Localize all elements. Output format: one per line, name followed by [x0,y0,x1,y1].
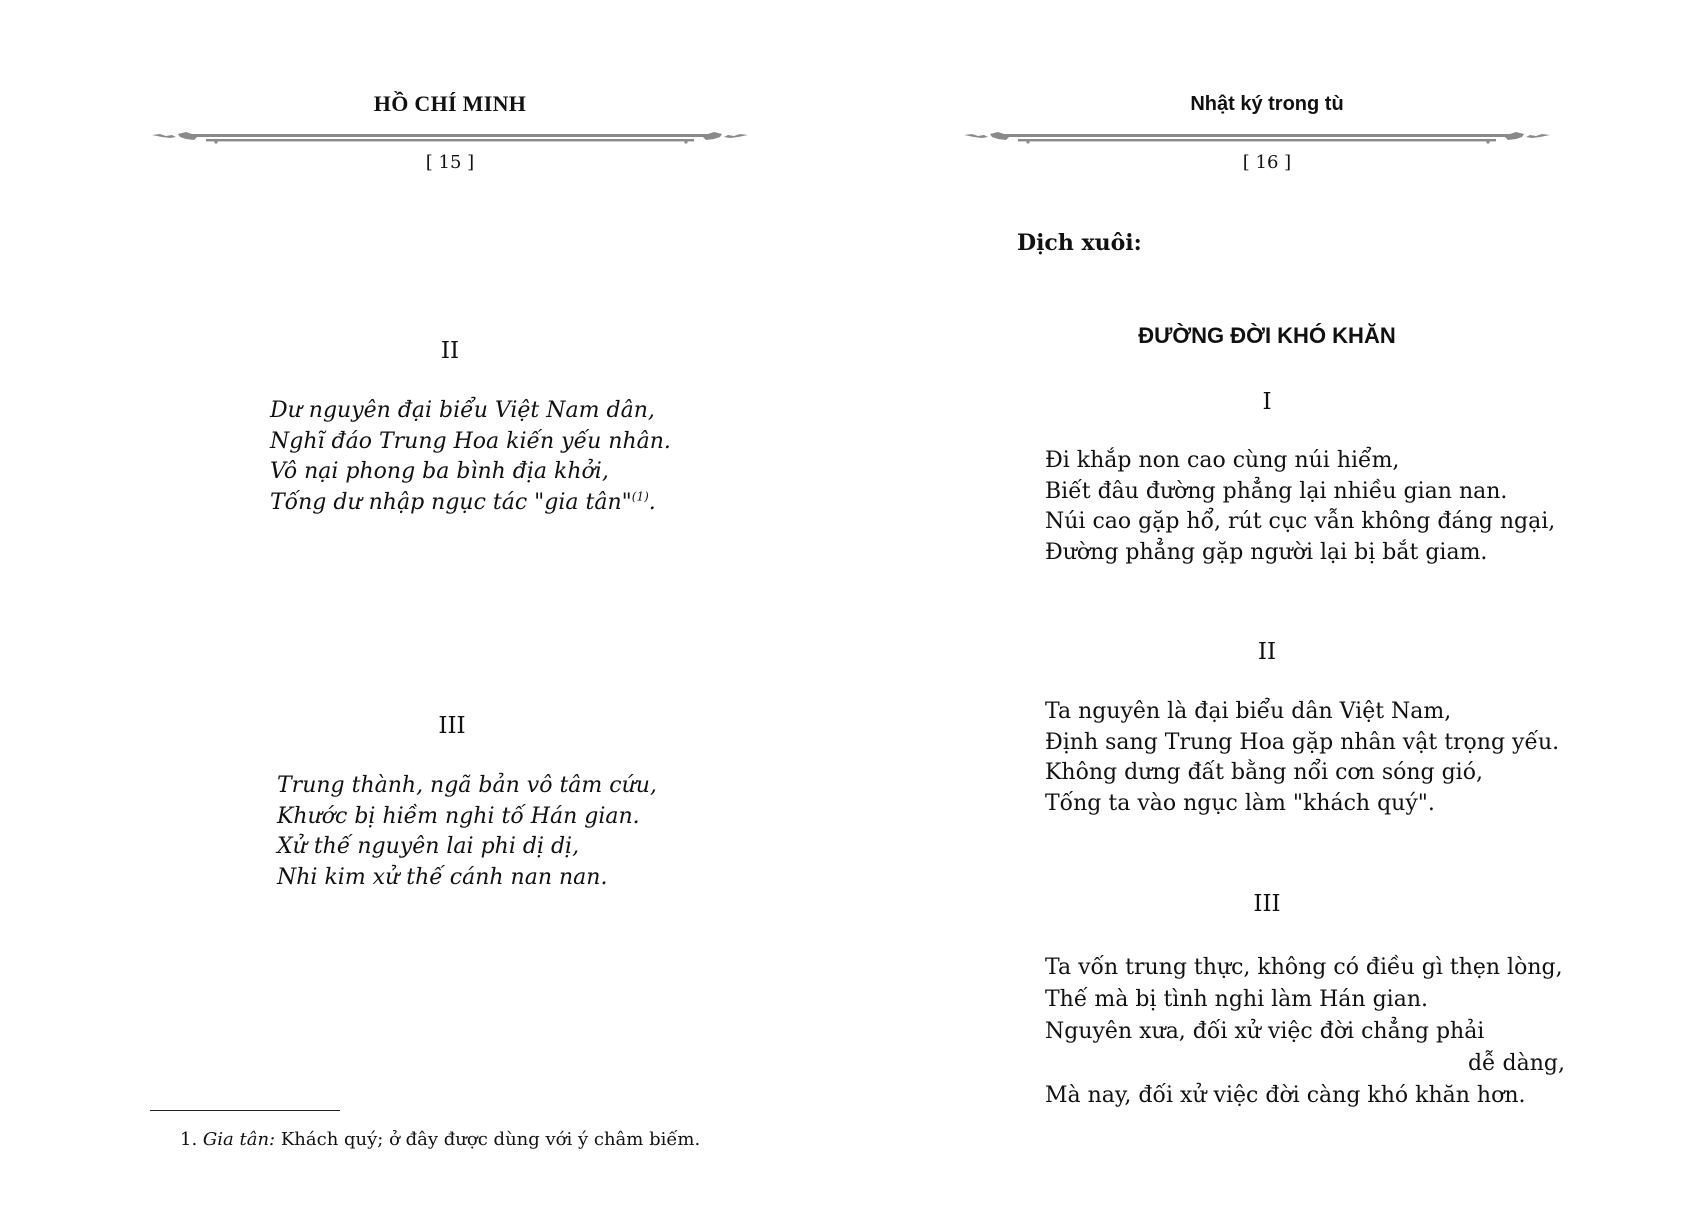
poem-stanza-iii-original [277,771,657,893]
section-numeral-iii: III [438,713,466,739]
poem-line: Xử thế nguyên lai phi dị dị, [277,834,580,860]
poem-line: Nghĩ đáo Trung Hoa kiến yếu nhân. [270,428,671,454]
poem-line: Nguyên xưa, đối xử việc đời chẳng phải [1045,1019,1485,1044]
poem-line: Dư nguyên đại biểu Việt Nam dân, [270,398,655,423]
poem-line: Núi cao gặp hổ, rút cục vẫn không đáng ngại, [1045,509,1556,535]
poem-line: Khước bị hiềm nghi tố Hán gian. [277,803,640,829]
poem-line: Tống ta vào ngục làm "khách quý". [1045,790,1435,816]
section-numeral-i: I [1262,389,1272,415]
poem-line: Mà nay, đối xử việc đời càng khó khăn hơn. [1045,1083,1526,1108]
translation-stanza-iii [1045,952,1565,1112]
poem-line-punctuation: . [648,489,656,515]
header-ornament-rule [150,128,750,144]
poem-line: Ta vốn trung thực, không có điều gì thẹn lòng, [1045,955,1563,980]
poem-line: Đường phẳng gặp người lại bị bắt giam. [1045,539,1488,565]
poem-line: Định sang Trung Hoa gặp nhân vật trọng yếu. [1045,729,1560,755]
prose-translation-label: Dịch xuôi: [1017,230,1142,256]
poem-line-with-footnote [270,488,671,519]
poem-stanza-ii-original [270,396,671,518]
poem-line: Ta nguyên là đại biểu dân Việt Nam, [1045,699,1452,724]
page-number: [ 15 ] [425,152,475,173]
footnote-number: 1. [180,1129,203,1150]
poem-line-continuation: dễ dàng, [1467,1051,1565,1076]
poem-line-text: Tống dư nhập ngục tác "gia tân" [270,489,632,515]
footnote [180,1129,700,1151]
poem-line: Thế mà bị tình nghi làm Hán gian. [1045,987,1428,1012]
section-numeral-iii: III [1253,891,1281,917]
translation-stanza-i [1045,446,1555,568]
footnote-text: Khách quý; ở đây được dùng với ý châm biếm. [275,1129,701,1150]
footnote-separator [150,1110,340,1111]
running-head-book-title: Nhật ký trong tù [1190,93,1344,115]
poem-line: Vô nại phong ba bình địa khởi, [270,459,609,485]
running-head-author: HỒ CHÍ MINH [373,91,527,116]
header-ornament-rule [962,128,1552,144]
footnote-marker[interactable]: (1) [631,489,649,504]
right-page [850,0,1700,1228]
poem-line: Trung thành, ngã bản vô tâm cứu, [277,773,657,798]
section-numeral-ii: II [440,338,460,364]
page-number: [ 16 ] [1242,152,1292,173]
footnote-term: Gia tân: [202,1129,276,1150]
poem-line: Không dưng đất bằng nổi cơn sóng gió, [1045,760,1483,786]
poem-line: Biết đâu đường phẳng lại nhiều gian nan. [1045,478,1508,504]
section-numeral-ii: II [1257,639,1277,665]
poem-line: Nhi kim xử thế cánh nan nan. [277,864,608,890]
poem-line: Đi khắp non cao cùng núi hiểm, [1045,448,1400,473]
translation-stanza-ii [1045,697,1559,819]
poem-title: ĐƯỜNG ĐỜI KHÓ KHĂN [1138,323,1396,348]
